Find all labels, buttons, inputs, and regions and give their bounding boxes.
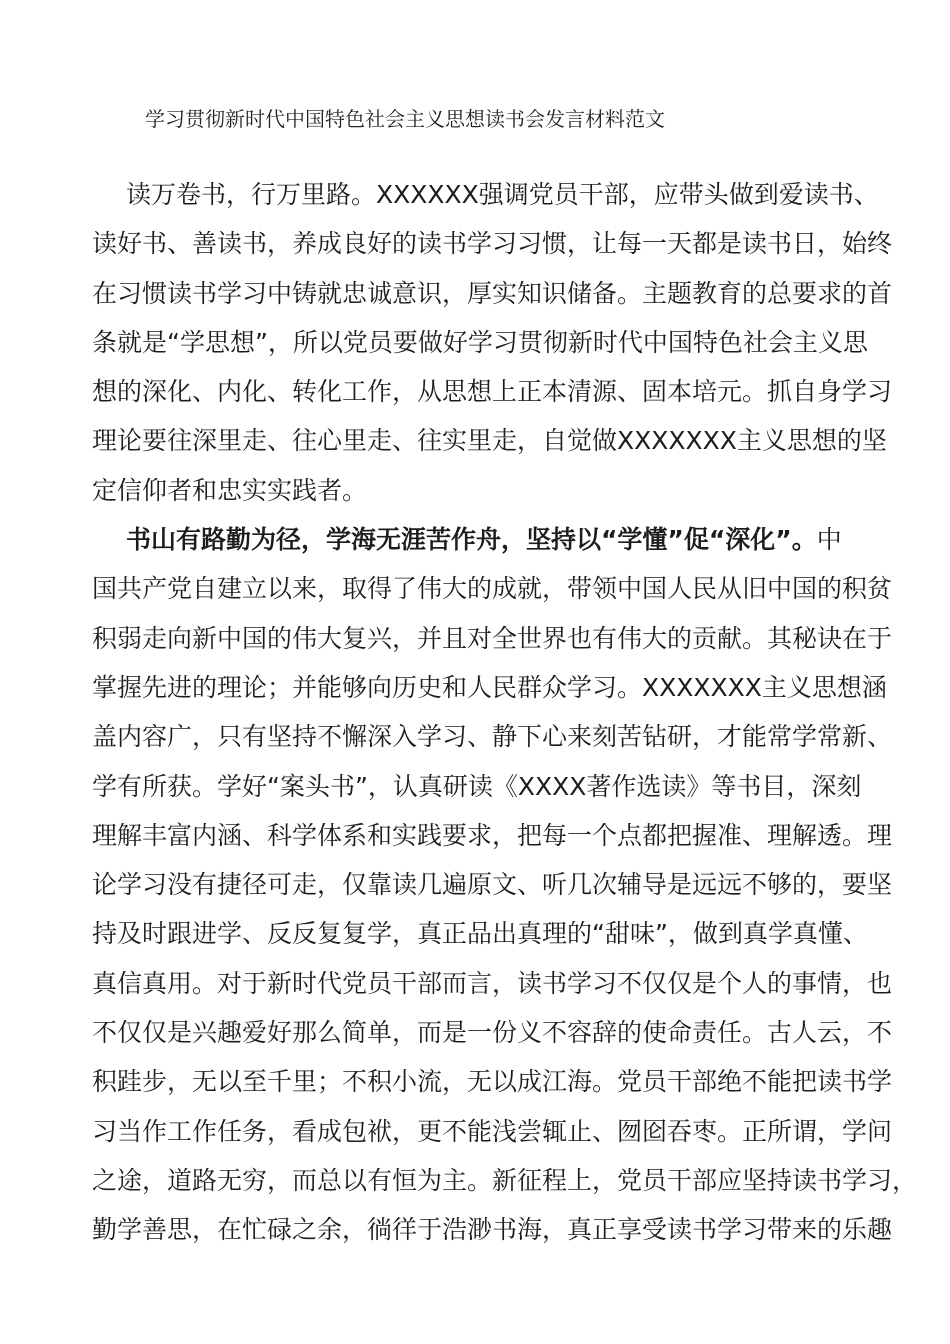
paragraph-line: 掌握先进的理论；并能够向历史和人民群众学习。XXXXXXX主义思想涵 xyxy=(92,672,887,702)
paragraph-line: 读万卷书，行万里路。XXXXXX强调党员干部，应带头做到爱读书、 xyxy=(126,180,879,209)
document-body xyxy=(92,170,918,1255)
paragraph-line: 理论要往深里走、往心里走、往实里走，自觉做XXXXXXX主义思想的坚 xyxy=(92,426,887,456)
paragraph-line: 勤学善思，在忙碌之余，徜徉于浩渺书海，真正享受读书学习带来的乐趣 xyxy=(92,1215,893,1245)
paragraph-line: 学有所获。学好“案头书”，认真研读《XXXX著作选读》等书目，深刻 xyxy=(92,771,862,801)
document-title: 学习贯彻新时代中国特色社会主义思想读书会发言材料范文 xyxy=(145,107,665,131)
paragraph-line: 积跬步，无以至千里；不积小流，无以成江海。党员干部绝不能把读书学 xyxy=(92,1067,893,1097)
paragraph-line: 论学习没有捷径可走，仅靠读几遍原文、听几次辅导是远远不够的，要坚 xyxy=(92,870,893,900)
paragraph-line: 读好书、善读书，养成良好的读书学习习惯，让每一天都是读书日，始终 xyxy=(92,229,893,259)
paragraph-line: 之途，道路无穷，而总以有恒为主。新征程上，党员干部应坚持读书学习， xyxy=(92,1165,918,1195)
paragraph-line: 积弱走向新中国的伟大复兴，并且对全世界也有伟大的贡献。其秘诀在于 xyxy=(92,623,893,653)
paragraph-line: 盖内容广，只有坚持不懈深入学习、静下心来刻苦钻研，才能常学常新、 xyxy=(92,722,893,752)
paragraph-line: 在习惯读书学习中铸就忠诚意识，厚实知识储备。主题教育的总要求的首 xyxy=(92,278,893,308)
paragraph-line: 条就是“学思想”，所以党员要做好学习贯彻新时代中国特色社会主义思 xyxy=(92,327,868,357)
paragraph-line: 理解丰富内涵、科学体系和实践要求，把每一个点都把握准、理解透。理 xyxy=(92,820,893,850)
paragraph-line: 真信真用。对于新时代党员干部而言，读书学习不仅仅是个人的事情，也 xyxy=(92,968,893,998)
paragraph-line: 持及时跟进学、反反复复学，真正品出真理的“甜味”，做到真学真懂、 xyxy=(92,919,868,949)
paragraph-heading-tail: 中 xyxy=(816,525,842,555)
paragraph-line: 定信仰者和忠实实践者。 xyxy=(92,475,368,505)
paragraph-line: 习当作工作任务，看成包袱，更不能浅尝辄止、囫囵吞枣。正所谓，学问 xyxy=(92,1116,893,1146)
paragraph-line: 不仅仅是兴趣爱好那么简单，而是一份义不容辞的使命责任。古人云，不 xyxy=(92,1018,893,1048)
paragraph-heading: 书山有路勤为径，学海无涯苦作舟，坚持以“学懂”促“深化”。 xyxy=(126,525,817,555)
paragraph-heading-line xyxy=(92,515,862,564)
paragraph-line: 国共产党自建立以来，取得了伟大的成就，带领中国人民从旧中国的积贫 xyxy=(92,574,893,604)
paragraph-line: 想的深化、内化、转化工作，从思想上正本清源、固本培元。抓自身学习 xyxy=(92,377,893,407)
